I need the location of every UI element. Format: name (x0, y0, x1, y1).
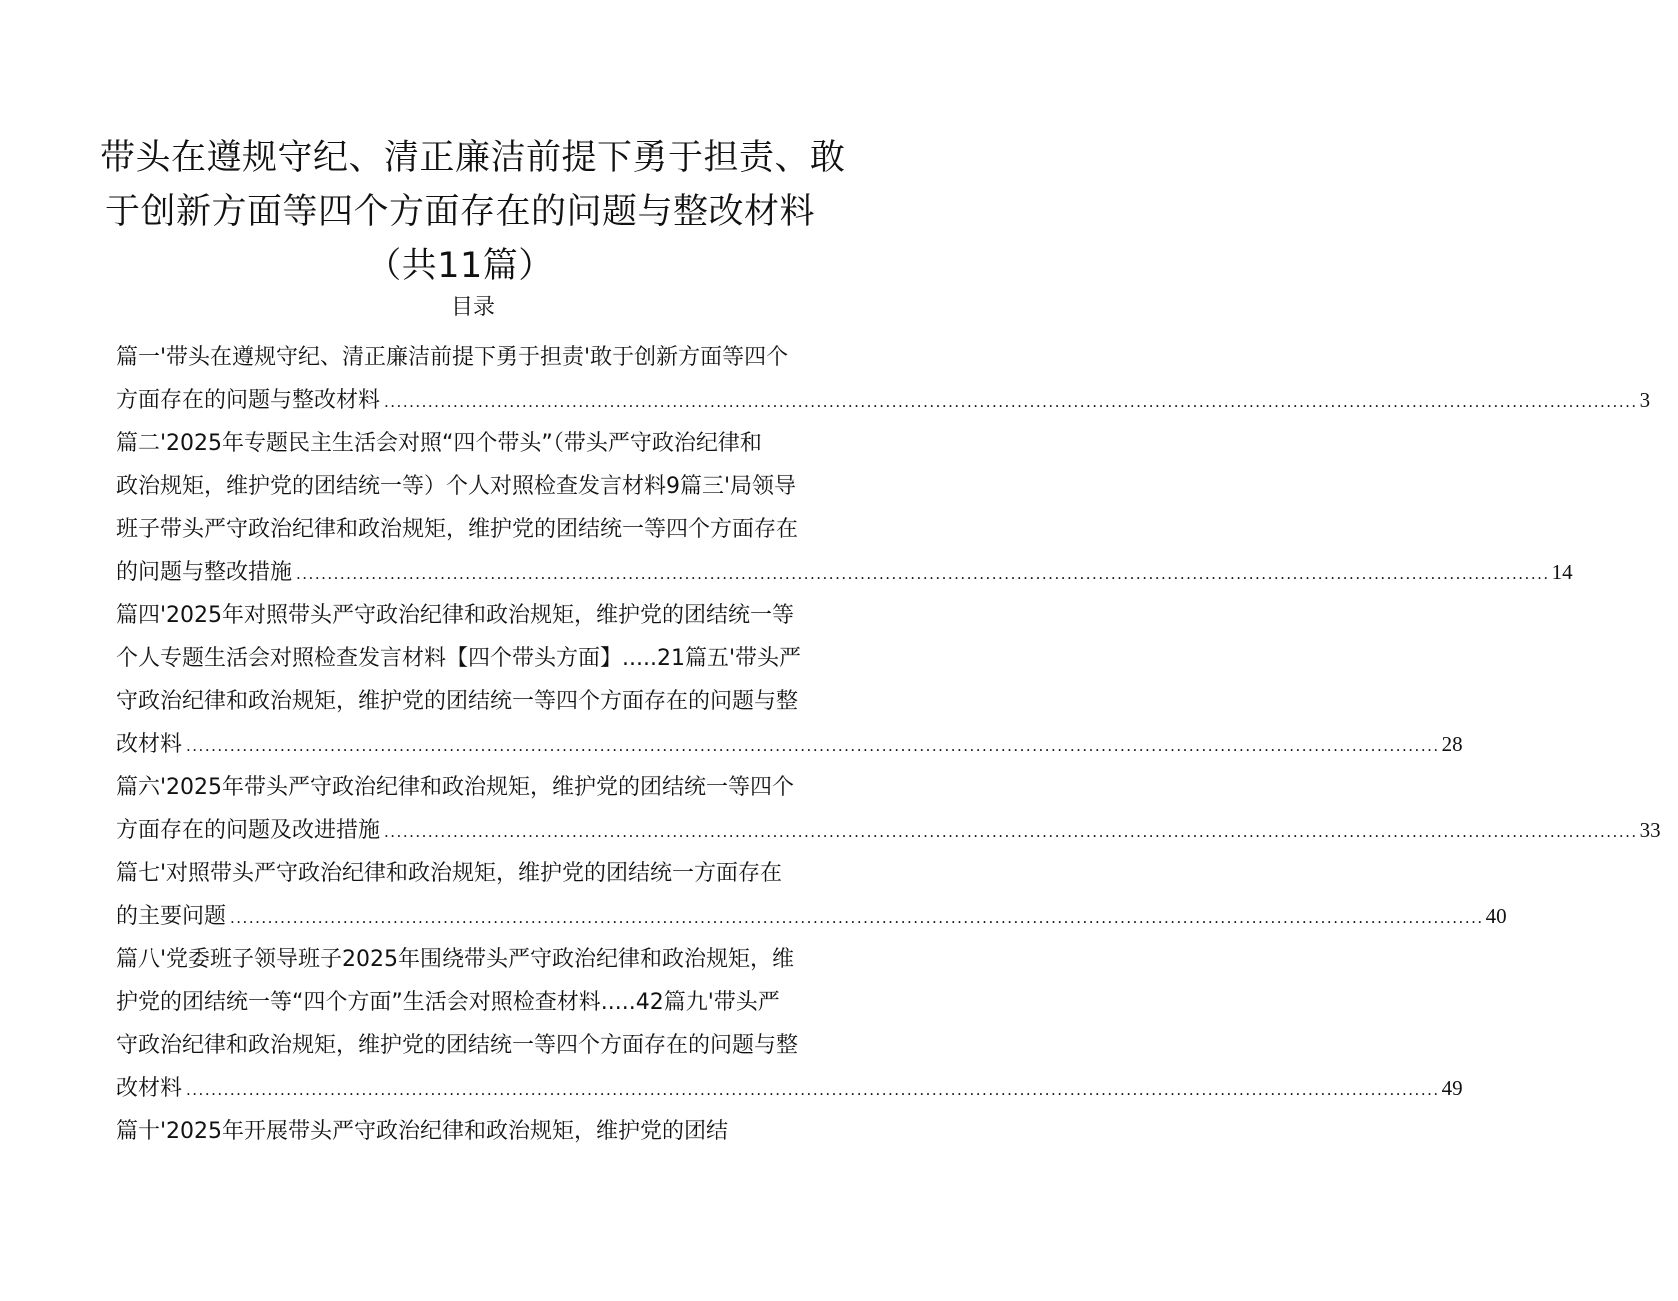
toc-line-text: 篇七'对照带头严守政治纪律和政治规矩，维护党的团结统一方面存在 (116, 861, 783, 886)
toc-line-text: 守政治纪律和政治规矩，维护党的团结统一等四个方面存在的问题与整 (116, 689, 799, 714)
toc-line[interactable] (116, 895, 1507, 938)
toc-leader-dots: ........................................................................................................................................................................................................ (186, 737, 1440, 755)
title-line: （共11篇） (366, 246, 554, 287)
toc-line-text: 的主要问题 (116, 904, 227, 929)
toc-leader-dots: ........................................................................................................................................................................................................ (230, 909, 1484, 927)
toc-line-text: 的问题与整改措施 (116, 560, 293, 585)
toc-line (116, 852, 836, 895)
toc-line-text: 篇六'2025年带头严守政治纪律和政治规矩，维护党的团结统一等四个 (116, 775, 795, 800)
toc-leader-dots: ........................................................................................................................................................................................................ (384, 393, 1638, 411)
toc-line[interactable] (116, 1067, 1463, 1110)
toc-line-text: 护党的团结统一等“四个方面”生活会对照检查材料.....42篇九'带头严 (116, 990, 780, 1015)
toc-page-number: 40 (1485, 904, 1507, 928)
toc-line (116, 766, 836, 809)
toc-line-text: 篇四'2025年对照带头严守政治纪律和政治规矩，维护党的团结统一等 (116, 603, 795, 628)
toc-line (116, 637, 836, 680)
toc-page-number: 14 (1551, 560, 1573, 584)
toc-line (116, 465, 836, 508)
table-of-contents (116, 336, 1661, 1153)
toc-line (116, 336, 836, 379)
toc-line-text: 班子带头严守政治纪律和政治规矩，维护党的团结统一等四个方面存在 (116, 517, 799, 542)
toc-line-text: 方面存在的问题与整改材料 (116, 388, 381, 413)
toc-line[interactable] (116, 379, 1651, 422)
toc-leader-dots: ........................................................................................................................................................................................................ (296, 565, 1550, 583)
toc-line-text: 方面存在的问题及改进措施 (116, 818, 381, 843)
toc-line (116, 422, 836, 465)
toc-line (116, 680, 836, 723)
toc-line-text: 篇十'2025年开展带头严守政治纪律和政治规矩，维护党的团结 (116, 1119, 729, 1144)
title-line: 于创新方面等四个方面存在的问题与整改材料 (104, 192, 815, 233)
toc-page-number: 3 (1639, 388, 1651, 412)
toc-line[interactable] (116, 551, 1573, 594)
toc-heading: 目录 (450, 295, 495, 320)
toc-line-text: 改材料 (116, 732, 183, 757)
toc-line (116, 594, 836, 637)
toc-line[interactable] (116, 809, 1661, 852)
title-line: 带头在遵规守纪、清正廉洁前提下勇于担责、敢 (100, 138, 846, 179)
document-title (100, 131, 846, 293)
toc-line (116, 981, 836, 1024)
toc-line-text: 政治规矩，维护党的团结统一等）个人对照检查发言材料9篇三'局领导 (116, 474, 797, 499)
toc-page-number: 49 (1441, 1076, 1463, 1100)
toc-line-text: 篇八'党委班子领导班子2025年围绕带头严守政治纪律和政治规矩，维 (116, 947, 795, 972)
toc-line-text: 篇一'带头在遵规守纪、清正廉洁前提下勇于担责'敢于创新方面等四个 (116, 345, 789, 370)
toc-leader-dots: ........................................................................................................................................................................................................ (384, 823, 1638, 841)
toc-line-text: 篇二'2025年专题民主生活会对照“四个带头”（带头严守政治纪律和 (116, 431, 762, 456)
toc-line (116, 508, 836, 551)
toc-leader-dots: ........................................................................................................................................................................................................ (186, 1081, 1440, 1099)
toc-line-text: 守政治纪律和政治规矩，维护党的团结统一等四个方面存在的问题与整 (116, 1033, 799, 1058)
toc-line-text: 改材料 (116, 1076, 183, 1101)
toc-page-number: 33 (1639, 818, 1661, 842)
toc-line (116, 1024, 836, 1067)
toc-line (116, 1110, 836, 1153)
toc-line[interactable] (116, 723, 1463, 766)
toc-line-text: 个人专题生活会对照检查发言材料【四个带头方面】.....21篇五'带头严 (116, 646, 802, 671)
toc-page-number: 28 (1441, 732, 1463, 756)
toc-line (116, 938, 836, 981)
